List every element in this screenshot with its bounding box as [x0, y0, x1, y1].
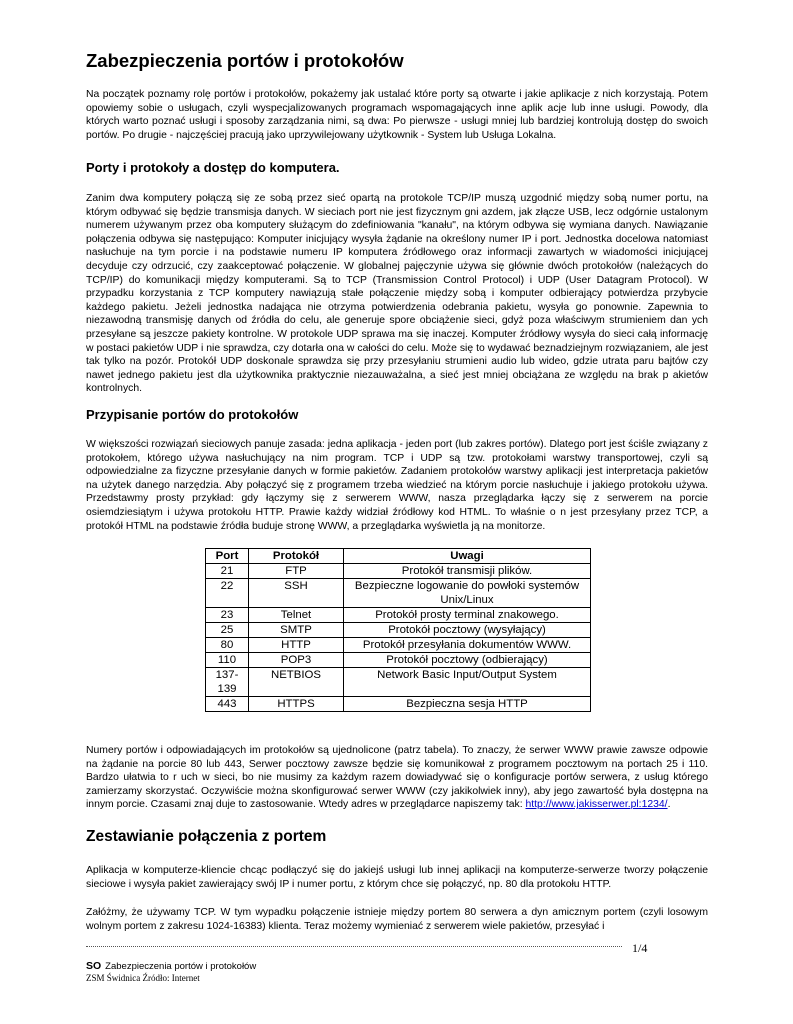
section-heading-assignment: Przypisanie portów do protokołów — [86, 407, 299, 422]
cell-port: 80 — [206, 638, 249, 653]
section-heading-connection: Zestawianie połączenia z portem — [86, 828, 327, 845]
cell-protocol: POP3 — [249, 653, 344, 668]
table-explanation-text: Numery portów i odpowiadających im protokołów są ujednolicone (patrz tabela). To znaczy, że serwer WWW prawie zawsze odpowie na żądanie na porcie 80 lub 443, Serwer pocztowy zawsze będzie się komunikował z programem pocztowym na portach 25 i 110. Bardzo ułatwia to r uch w sieci, bo nie musimy za każdym razem dowiadywać się o konfiguracje portów serwera, z usług którego zamierzamy skorzystać. Oczywiście można skonfigurować serwer WWW (czy jakikolwiek inny), aby jego zawartość była dostępna na innym porcie. Czasami znaj duje to zastosowanie. Wtedy adres w przeglądarce napiszemy tak: — [86, 745, 708, 811]
table-row — [206, 638, 591, 653]
cell-port: 25 — [206, 623, 249, 638]
table-row — [206, 608, 591, 623]
cell-note: Protokół przesyłania dokumentów WWW. — [344, 638, 591, 653]
cell-protocol: SSH — [249, 579, 344, 608]
table-header-row — [206, 549, 591, 564]
section-connection-paragraph-2: Załóżmy, że używamy TCP. W tym wypadku połączenie istnieje między portem 80 serwera a dyn amicznym portem (czyli losowym wolnym portem z zakresu 1024-16383) klienta. Teraz możemy wymieniać z serwerem wiele pakietów, przesyłać i — [86, 907, 708, 932]
cell-port: 137-139 — [206, 668, 249, 697]
footer-title — [86, 960, 256, 972]
cell-protocol: HTTP — [249, 638, 344, 653]
page-number: 1/4 — [632, 941, 648, 955]
column-header-port: Port — [206, 549, 249, 564]
cell-protocol: SMTP — [249, 623, 344, 638]
cell-port: 443 — [206, 697, 249, 712]
cell-protocol: Telnet — [249, 608, 344, 623]
cell-port: 21 — [206, 564, 249, 579]
link-suffix: . — [667, 799, 671, 811]
table-row — [206, 668, 591, 697]
section-ports-paragraph: Zanim dwa komputery połączą się ze sobą przez sieć opartą na protokole TCP/IP muszą uzgodnić między sobą numer portu, na którym odbywać się będzie transmisja danych. W sieciach port nie jest fizycznym gni azdem, jak złącze USB, lecz odgórnie ustalonym numerem używanym przez oba komputery służącym do zdefiniowania "kanału", na którym odbywa się wymiana danych. Nawiązanie połączenia odbywa się następująco: Komputer inicjujący wysyła żądanie na określony numer IP i port. Jednostka docelowa natomiast nasłuchuje na tym porcie i na podstawie numeru IP komputera źródłowego oraz informacji zawartych w wiadomości inicjującej decyduje czy odrzucić, czy zaakceptować połączenie. W globalnej pajęczynie używa się głównie dwóch protokołów (należących do TCP/IP) do komunikacji między komputerami. Są to TCP (Transmission Control Protocol) i UDP (User Datagram Protocol). W przypadku korzystania z TCP komputery nawiązują stałe połączenie między sobą i komputer odbierający potwierdza przybycie każdego pakietu. Jeżeli jednostka nadająca nie otrzyma potwierdzenia odebrania pakietu, wysyła go ponownie. Zapewnia to niezawodną transmisję danych od źródła do celu, ale generuje spore obciążenie sieci, gdyż poza właściwym strumieniem dan ych przesyłane są jeszcze pakiety kontrolne. W protokole UDP sprawa ma się inaczej. Komputer źródłowy wysyła do sieci całą informację w postaci pakietów UDP i nie sprawdza, czy dotarła ona w całości do celu. Może się to wydawać beznadziejnym rozwiązaniem, ale jest tak tylko na pozór. Protokół UDP doskonale sprawdza się przy przesyłaniu strumieni audio lub wideo, gdzie utrata paru bajtów czy nawet jednego pakietu jest dla użytkownika praktycznie niezauważalna, a sieć jest mniej obciążana ze względu na brak p akietów kontrolnych. — [86, 193, 708, 395]
table-explanation-paragraph — [86, 744, 708, 812]
cell-note: Protokół pocztowy (wysyłający) — [344, 623, 591, 638]
footer-label: Zabezpieczenia portów i protokołów — [105, 961, 257, 972]
table-row — [206, 653, 591, 668]
section-connection-paragraph-1: Aplikacja w komputerze-kliencie chcąc podłączyć się do jakiejś usługi lub innej aplikacji na komputerze-serwerze tworzy połączenie sieciowe i wysyła pakiet zawierający swój IP i numer portu, z którym chce się połączyć, np. 80 dla protokołu HTTP. — [86, 865, 708, 890]
column-header-notes: Uwagi — [344, 549, 591, 564]
cell-port: 23 — [206, 608, 249, 623]
page-title: Zabezpieczenia portów i protokołów — [86, 50, 404, 71]
table-row — [206, 579, 591, 608]
example-server-link[interactable]: http://www.jakisserwer.pl:1234/ — [525, 799, 668, 811]
cell-note: Protokół prosty terminal znakowego. — [344, 608, 591, 623]
column-header-protocol: Protokół — [249, 549, 344, 564]
table-row — [206, 564, 591, 579]
cell-protocol: FTP — [249, 564, 344, 579]
footer-label-bold: SO — [86, 960, 102, 972]
cell-note: Protokół transmisji plików. — [344, 564, 591, 579]
section-heading-ports: Porty i protokoły a dostęp do komputera. — [86, 160, 340, 175]
cell-note: Protokół pocztowy (odbierający) — [344, 653, 591, 668]
table-row — [206, 697, 591, 712]
cell-protocol: HTTPS — [249, 697, 344, 712]
cell-note: Bezpieczne logowanie do powłoki systemów Unix/Linux — [344, 579, 591, 608]
cell-port: 110 — [206, 653, 249, 668]
cell-note: Bezpieczna sesja HTTP — [344, 697, 591, 712]
intro-paragraph: Na początek poznamy rolę portów i protokołów, pokażemy jak ustalać które porty są otwarte i jakie aplikacje z nich korzystają. Potem opowiemy sobie o usługach, czyli wyspecjalizowanych programach wspomagających inne aplik acje lub inne usługi. Powody, dla których warto poznać usługi i sposoby zarządzania nimi, są dwa: Po pierwsze - usługi mniej lub bardziej kontrolują dostęp do swoich portów. Po drugie - najczęściej pracują jako uprzywilejowany użytkownik - System lub Usługa Lokalna. — [86, 89, 708, 141]
table-row — [206, 623, 591, 638]
cell-protocol: NETBIOS — [249, 668, 344, 697]
footer-source: ZSM Świdnica Źródło: Internet — [86, 973, 200, 983]
ports-table — [205, 548, 591, 712]
section-assignment-paragraph: W większości rozwiązań sieciowych panuje zasada: jedna aplikacja - jeden port (lub zakres portów). Dlatego port jest ściśle związany z protokołem, którego używa nasłuchujący na nim program. TCP i UDP są tzw. protokołami warstwy transportowej, czyli są odpowiedzialne za fizyczne przesyłanie danych w formie pakietów. Zadaniem protokołów warstwy aplikacji jest interpretacja pakietów na użytek danego narzędzia. Aby połączyć się z programem trzeba wiedzieć na którym porcie nasłuchuje i jakiego protokołu używa. Przedstawmy prosty przykład: gdy łączymy się z serwerem WWW, nasza przeglądarka łączy się z serwerem na porcie osiemdziesiątym i używa protokołu HTTP. Prawie każdy widział źródłowy kod HTML. To właśnie o n jest przesyłany przez TCP, a protokół HTML na podstawie źródła buduje stronę WWW, a przeglądarka wyświetla ją na monitorze. — [86, 439, 708, 532]
footer-dotted-rule — [86, 940, 622, 947]
cell-port: 22 — [206, 579, 249, 608]
cell-note: Network Basic Input/Output System — [344, 668, 591, 697]
